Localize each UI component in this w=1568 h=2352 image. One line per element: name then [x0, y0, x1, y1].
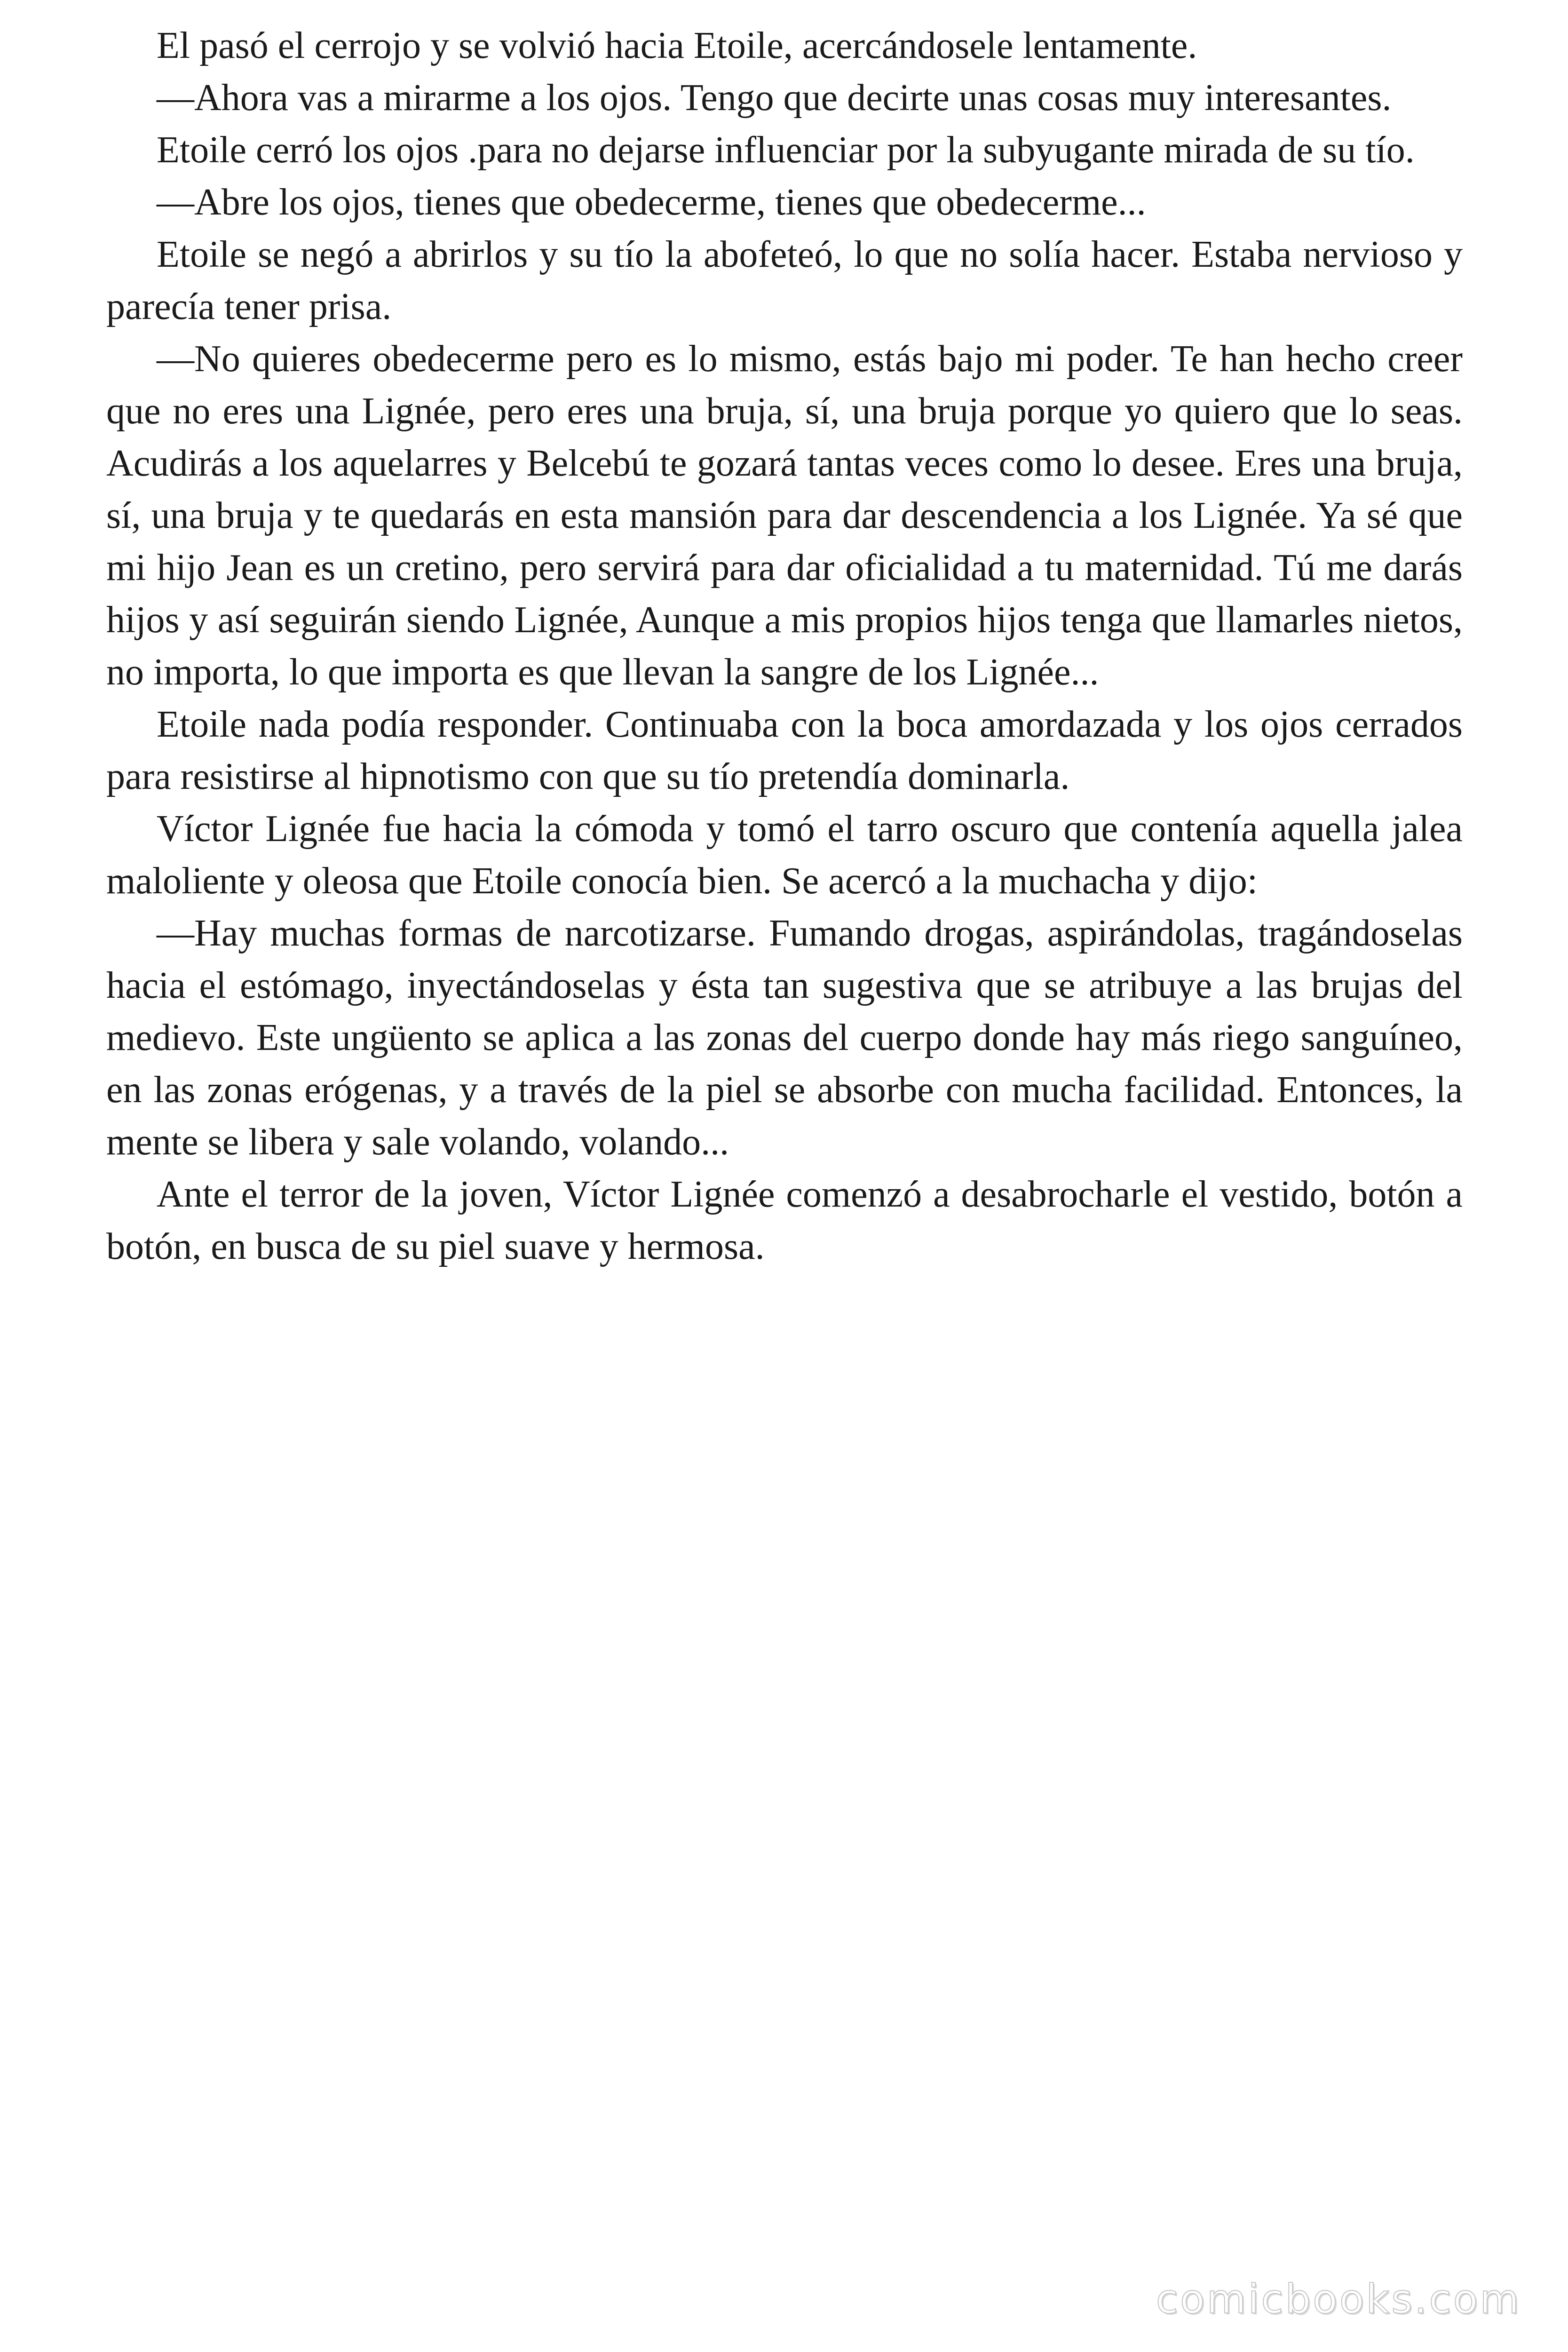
paragraph: Víctor Lignée fue hacia la cómoda y tomó el tarro oscuro que contenía aquella jalea maloliente y oleosa que Etoile conocía bien. Se acercó a la muchacha y dijo:	[106, 808, 1463, 902]
book-page-text	[106, 20, 1463, 1273]
paragraph: Ante el terror de la joven, Víctor Lignée comenzó a desabrocharle el vestido, botón a botón, en busca de su piel suave y hermosa.	[106, 1174, 1463, 1267]
paragraph: Etoile cerró los ojos .para no dejarse influenciar por la subyugante mirada de su tío.	[157, 129, 1415, 171]
paragraph: —No quieres obedecerme pero es lo mismo, estás bajo mi poder. Te han hecho creer que no eres una Lignée, pero eres una bruja, sí, una bruja porque yo quiero que lo seas. Acudirás a los aquelarres y Belcebú te gozará tantas veces como lo desee. Eres una bruja, sí, una bruja y te quedarás en esta mansión para dar descendencia a los Lignée. Ya sé que mi hijo Jean es un cretino, pero servirá para dar oficialidad a tu maternidad. Tú me darás hijos y así seguirán siendo Lignée, Aunque a mis propios hijos tenga que llamarles nietos, no importa, lo que importa es que llevan la sangre de los Lignée...	[106, 338, 1463, 693]
paragraph: El pasó el cerrojo y se volvió hacia Etoile, acercándosele lentamente.	[157, 25, 1197, 66]
paragraph: —Hay muchas formas de narcotizarse. Fumando drogas, aspirándolas, tragándoselas hacia el estómago, inyectándoselas y ésta tan sugestiva que se atribuye a las brujas del medievo. Este ungüento se aplica a las zonas del cuerpo donde hay más riego sanguíneo, en las zonas erógenas, y a través de la piel se absorbe con mucha facilidad. Entonces, la mente se libera y sale volando, volando...	[106, 913, 1463, 1163]
paragraph: —Ahora vas a mirarme a los ojos. Tengo que decirte unas cosas muy interesantes.	[157, 77, 1392, 119]
paragraph: Etoile nada podía responder. Continuaba con la boca amordazada y los ojos cerrados para resistirse al hipnotismo con que su tío pretendía dominarla.	[106, 704, 1463, 797]
paragraph: Etoile se negó a abrirlos y su tío la abofeteó, lo que no solía hacer. Estaba nervioso y parecía tener prisa.	[106, 234, 1463, 327]
paragraph: —Abre los ojos, tienes que obedecerme, tienes que obedecerme...	[157, 182, 1146, 223]
watermark: comicbooks.com	[1156, 2276, 1521, 2323]
